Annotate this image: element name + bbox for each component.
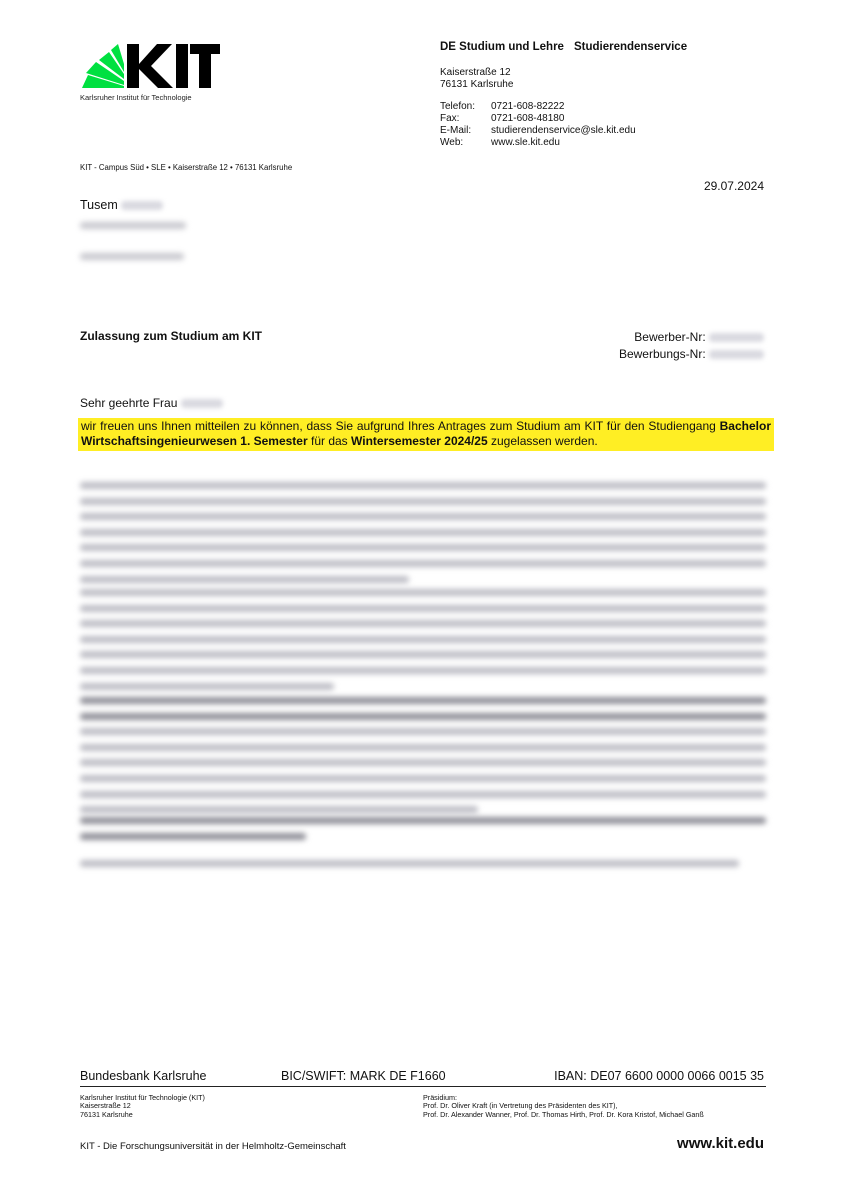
contact-fax — [440, 113, 564, 124]
footer-iban: IBAN: DE07 6600 0000 0066 0015 35 — [554, 1069, 764, 1083]
redacted-application-number — [709, 350, 764, 359]
contact-email — [440, 125, 636, 136]
recipient-first-name: Tusem — [80, 198, 118, 212]
logo-subtitle: Karlsruher Institut für Technologie — [80, 93, 192, 102]
footer-org-line: Kaiserstraße 12 — [80, 1101, 131, 1111]
admission-text-1: wir freuen uns Ihnen mitteilen zu können, dass Sie aufgrund Ihres Antrages zum Studium am KIT für den Studiengang — [81, 419, 716, 433]
contact-value[interactable]: www.sle.kit.edu — [491, 137, 560, 148]
salutation — [80, 396, 223, 410]
footer-tagline: KIT - Die Forschungsuniversität in der Helmholtz-Gemeinschaft — [80, 1141, 346, 1152]
contact-label: Telefon: — [440, 101, 476, 112]
blurred-paragraph-1 — [80, 482, 766, 591]
footer-divider — [80, 1086, 766, 1087]
application-number — [619, 347, 764, 361]
admission-text-3: zugelassen werden. — [491, 434, 598, 448]
footer-presidium — [423, 1094, 704, 1119]
contact-value[interactable]: studierendenservice@sle.kit.edu — [491, 125, 636, 136]
semester-name: Wintersemester 2024/25 — [351, 434, 488, 448]
admission-text-2: für das — [310, 434, 348, 448]
department-name: DE Studium und Lehre — [440, 41, 564, 53]
footer-presidium-line: Prof. Dr. Oliver Kraft (in Vertretung des Präsidenten des KIT), — [423, 1101, 618, 1111]
redacted-city — [80, 253, 184, 260]
redacted-recipient-name — [181, 399, 223, 408]
blurred-paragraph-5 — [80, 860, 766, 876]
admission-highlight — [78, 418, 774, 451]
salutation-text: Sehr geehrte Frau — [80, 396, 178, 410]
footer-org-line: Karlsruher Institut für Technologie (KIT) — [80, 1093, 205, 1102]
contact-label: E-Mail: — [440, 125, 472, 136]
address-street: Kaiserstraße 12 — [440, 67, 511, 78]
footer-org-address — [80, 1094, 205, 1119]
footer-bic: BIC/SWIFT: MARK DE F1660 — [281, 1069, 446, 1083]
footer-presidium-line: Präsidium: — [423, 1093, 457, 1102]
contact-phone — [440, 101, 564, 112]
contact-value: 0721-608-48180 — [491, 113, 565, 124]
footer-bank: Bundesbank Karlsruhe — [80, 1069, 207, 1083]
unit-name: Studierendenservice — [573, 41, 688, 53]
redacted-street — [80, 222, 186, 229]
applicant-number-label: Bewerber-Nr: — [634, 330, 706, 344]
contact-web — [440, 137, 560, 148]
applicant-number — [634, 330, 764, 344]
contact-value: 0721-608-82222 — [491, 101, 565, 112]
footer-org-line: 76131 Karlsruhe — [80, 1109, 133, 1119]
letter-subject: Zulassung zum Studium am KIT — [80, 329, 263, 343]
department-heading — [440, 41, 687, 53]
footer-presidium-line: Prof. Dr. Alexander Wanner, Prof. Dr. Thomas Hirth, Prof. Dr. Kora Kristof, Michael Ganß — [423, 1109, 704, 1119]
blurred-paragraph-2 — [80, 589, 766, 698]
redacted-applicant-number — [709, 333, 764, 342]
address-city: 76131 Karlsruhe — [440, 79, 514, 90]
contact-label: Web: — [440, 137, 464, 148]
blurred-paragraph-4 — [80, 817, 766, 848]
return-address: KIT - Campus Süd • SLE • Kaiserstraße 12 • 76131 Karlsruhe — [80, 163, 293, 172]
blurred-paragraph-3 — [80, 697, 766, 822]
contact-label: Fax: — [440, 113, 460, 124]
redacted-surname — [121, 201, 163, 210]
recipient-name — [80, 198, 163, 212]
program-name: Bachelor Wirtschaftsingenieurwesen 1. Semester — [81, 419, 771, 448]
application-number-label: Bewerbungs-Nr: — [618, 347, 706, 361]
footer-website[interactable]: www.kit.edu — [677, 1135, 764, 1152]
letter-date: 29.07.2024 — [703, 179, 764, 193]
